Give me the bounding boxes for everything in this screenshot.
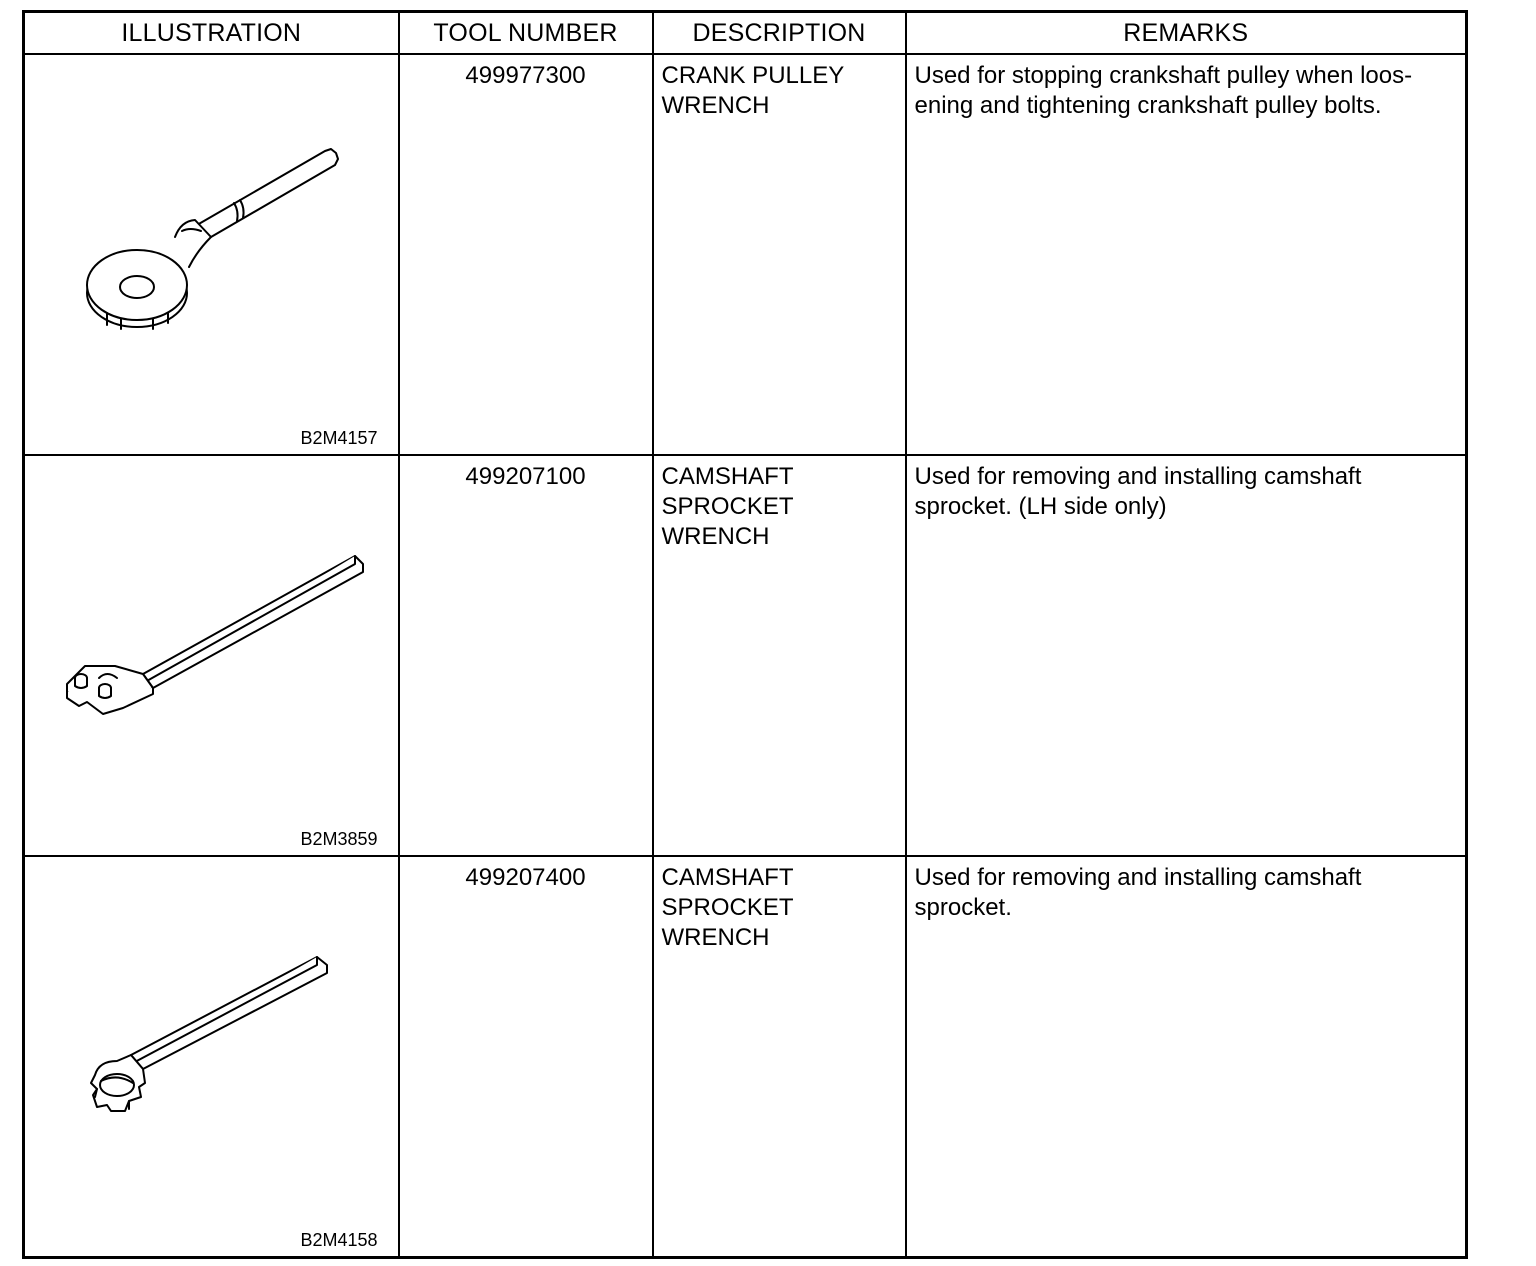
table-row	[24, 856, 1467, 1257]
tool-number-cell: 499207100	[399, 455, 653, 856]
description-line: CAMSHAFT	[661, 463, 794, 490]
description-line: SPROCKET	[661, 894, 794, 921]
remarks-line: sprocket. (LH side only)	[914, 493, 1167, 520]
description-line: SPROCKET	[661, 493, 794, 520]
camshaft-sprocket-wrench-pin-illustration	[25, 456, 400, 856]
illustration-cell	[24, 455, 399, 856]
special-tools-table	[22, 10, 1468, 1259]
remarks-cell	[906, 54, 1467, 455]
illustration-code: B2M4158	[300, 1229, 378, 1250]
illustration-cell	[24, 856, 399, 1257]
description-line: WRENCH	[661, 92, 770, 119]
illustration-code: B2M4157	[300, 428, 378, 448]
remarks-cell	[906, 856, 1467, 1257]
remarks-line: Used for stopping crankshaft pulley when loos-	[914, 62, 1413, 89]
description-cell	[653, 856, 906, 1257]
remarks-line: Used for removing and installing camshaft	[914, 864, 1362, 891]
description-line: CAMSHAFT	[661, 864, 794, 891]
illustration-code: B2M3859	[300, 829, 378, 849]
remarks-line: Used for removing and installing camshaft	[914, 463, 1362, 490]
illustration-cell	[24, 54, 399, 455]
table-row	[24, 455, 1467, 856]
header-description: DESCRIPTION	[653, 12, 906, 55]
remarks-cell	[906, 455, 1467, 856]
description-line: WRENCH	[661, 523, 770, 550]
header-remarks: REMARKS	[906, 12, 1467, 55]
tool-number-cell: 499207400	[399, 856, 653, 1257]
table-header-row	[24, 12, 1467, 55]
remarks-line: ening and tightening crankshaft pulley bolts.	[914, 92, 1382, 119]
description-line: CRANK PULLEY	[661, 62, 845, 89]
description-cell	[653, 455, 906, 856]
crank-pulley-wrench-illustration	[25, 55, 400, 455]
description-line: WRENCH	[661, 924, 770, 951]
table-row	[24, 54, 1467, 455]
remarks-line: sprocket.	[914, 894, 1012, 921]
header-tool-number: TOOL NUMBER	[399, 12, 653, 55]
tool-number-cell: 499977300	[399, 54, 653, 455]
description-cell	[653, 54, 906, 455]
camshaft-sprocket-wrench-ring-illustration	[25, 857, 400, 1257]
header-illustration: ILLUSTRATION	[24, 12, 399, 55]
